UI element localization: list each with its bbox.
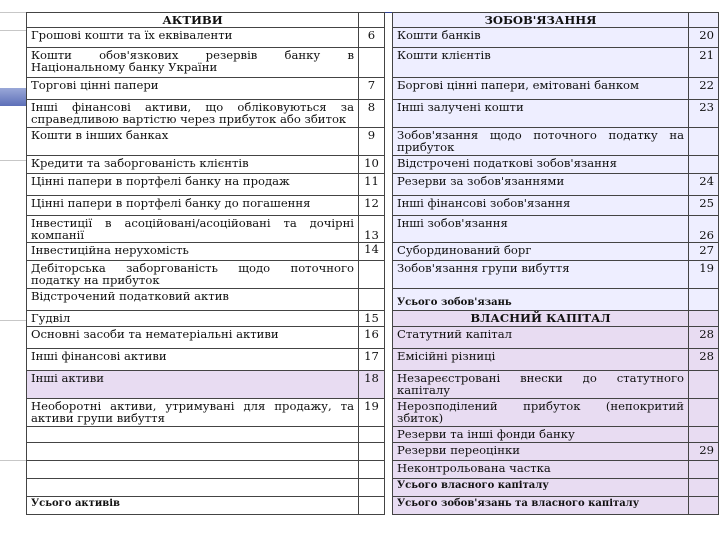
liabilities-header: ЗОБОВ'ЯЗАННЯ: [393, 13, 689, 28]
asset-investments-line1: Інвестиції в асоційовані/асоційовані та дочірні: [31, 216, 354, 230]
asset-other-financial-label: Інші фінансові активи: [27, 349, 359, 371]
liab-debt-securities-note: 22: [689, 78, 719, 100]
equity-retained-earnings-line2: збиток): [397, 411, 444, 425]
asset-held-for-sale-note: 19: [359, 399, 385, 427]
asset-afs-securities-note: 11: [359, 174, 385, 196]
equity-unregistered-line2: капіталу: [397, 383, 451, 397]
asset-goodwill-note: 15: [359, 311, 385, 327]
equity-share-premium-note: 28: [689, 349, 719, 371]
asset-investment-property-label: Інвестиційна нерухомість: [27, 243, 359, 261]
asset-other-financial-note: 17: [359, 349, 385, 371]
asset-htm-securities-label: Цінні папери в портфелі банку до погашення: [27, 196, 359, 216]
liab-deferred-tax-label: Відстрочені податкові зобов'язання: [393, 156, 689, 174]
asset-other-fv-line1: Інші фінансові активи, що обліковуються за: [31, 100, 354, 114]
liab-disposal-group-note: 19: [689, 261, 719, 289]
asset-trading-securities-label: Торгові цінні папери: [27, 78, 359, 100]
liab-other-borrowed-label: Інші залучені кошти: [393, 100, 689, 128]
asset-fixed-assets-note: 16: [359, 327, 385, 349]
asset-reserves-line2: Національному банку України: [31, 60, 218, 74]
liab-debt-securities-label: Боргові цінні папери, емітовані банком: [393, 78, 689, 100]
equity-total-label: Усього власного капіталу: [393, 479, 689, 497]
balance-sheet-table: [26, 12, 719, 515]
asset-other-banks-note: 9: [359, 128, 385, 156]
asset-reserves-line1: Кошти обов'язкових резервів банку в: [31, 48, 354, 62]
liab-other-note: 26: [689, 216, 719, 243]
liab-bank-funds-note: 20: [689, 28, 719, 48]
liab-subordinated-debt-note: 27: [689, 243, 719, 261]
equity-share-capital-note: 28: [689, 327, 719, 349]
asset-other-fv-line2: справедливою вартістю через прибуток або збиток: [31, 112, 347, 126]
assets-header: АКТИВИ: [27, 13, 359, 28]
asset-investments-line2: компанії: [31, 228, 85, 242]
liab-subordinated-debt-label: Субординований борг: [393, 243, 689, 261]
asset-reserves-label: [27, 48, 359, 78]
asset-afs-securities-label: Цінні папери в портфелі банку на продаж: [27, 174, 359, 196]
asset-cash-label: Грошові кошти та їх еквіваленти: [27, 28, 359, 48]
equity-revaluation-note: 29: [689, 443, 719, 461]
liab-client-funds-note: 21: [689, 48, 719, 78]
equity-retained-earnings-line1: Нерозподілений прибуток (непокритий: [397, 399, 684, 413]
asset-other-fv-note: 8: [359, 100, 385, 128]
asset-tax-receivable-label: [27, 261, 359, 289]
asset-other-banks-label: Кошти в інших банках: [27, 128, 359, 156]
liab-provisions-note: 24: [689, 174, 719, 196]
equity-header: ВЛАСНИЙ КАПІТАЛ: [393, 311, 689, 327]
liab-other-financial-label: Інші фінансові зобов'язання: [393, 196, 689, 216]
asset-loans-label: Кредити та заборгованість клієнтів: [27, 156, 359, 174]
assets-total-label: Усього активів: [27, 497, 359, 515]
equity-unregistered-label: [393, 371, 689, 399]
asset-held-for-sale-line1: Необоротні активи, утримувані для продажу, та: [31, 399, 354, 413]
asset-htm-securities-note: 12: [359, 196, 385, 216]
liab-client-funds-label: Кошти клієнтів: [393, 48, 689, 78]
liab-current-tax-line1: Зобов'язання щодо поточного податку на: [397, 128, 684, 142]
asset-loans-note: 10: [359, 156, 385, 174]
asset-cash-note: 6: [359, 28, 385, 48]
liab-current-tax-line2: прибуток: [397, 140, 455, 154]
asset-held-for-sale-line2: активи групи вибуття: [31, 411, 165, 425]
liab-disposal-group-label: Зобов'язання групи вибуття: [393, 261, 689, 289]
asset-goodwill-label: Гудвіл: [27, 311, 359, 327]
asset-other-fv-label: [27, 100, 359, 128]
liab-equity-total-label: Усього зобов'язань та власного капіталу: [393, 497, 689, 515]
liab-other-borrowed-note: 23: [689, 100, 719, 128]
asset-tax-receivable-line1: Дебіторська заборгованість щодо поточного: [31, 261, 354, 275]
asset-investments-label: [27, 216, 359, 243]
asset-held-for-sale-label: [27, 399, 359, 427]
liab-total-label: Усього зобов'язань: [393, 289, 689, 311]
liab-other-financial-note: 25: [689, 196, 719, 216]
equity-nci-label: Неконтрольована частка: [393, 461, 689, 479]
liab-provisions-label: Резерви за зобов'язаннями: [393, 174, 689, 196]
liab-current-tax-label: [393, 128, 689, 156]
asset-other-note: 18: [359, 371, 385, 399]
equity-share-capital-label: Статутний капітал: [393, 327, 689, 349]
equity-revaluation-label: Резерви переоцінки: [393, 443, 689, 461]
asset-other-label: Інші активи: [27, 371, 359, 399]
asset-trading-securities-note: 7: [359, 78, 385, 100]
asset-investments-note: 13: [359, 216, 385, 243]
asset-investment-property-note: 14: [359, 243, 385, 261]
equity-share-premium-label: Емісійні різниці: [393, 349, 689, 371]
equity-reserves-label: Резерви та інші фонди банку: [393, 427, 689, 443]
asset-deferred-tax-label: Відстрочений податковий актив: [27, 289, 359, 311]
equity-retained-earnings-label: [393, 399, 689, 427]
asset-tax-receivable-line2: податку на прибуток: [31, 273, 160, 287]
asset-fixed-assets-label: Основні засоби та нематеріальні активи: [27, 327, 359, 349]
liab-other-label: Інші зобов'язання: [393, 216, 689, 243]
equity-unregistered-line1: Незареєстровані внески до статутного: [397, 371, 684, 385]
liab-bank-funds-label: Кошти банків: [393, 28, 689, 48]
